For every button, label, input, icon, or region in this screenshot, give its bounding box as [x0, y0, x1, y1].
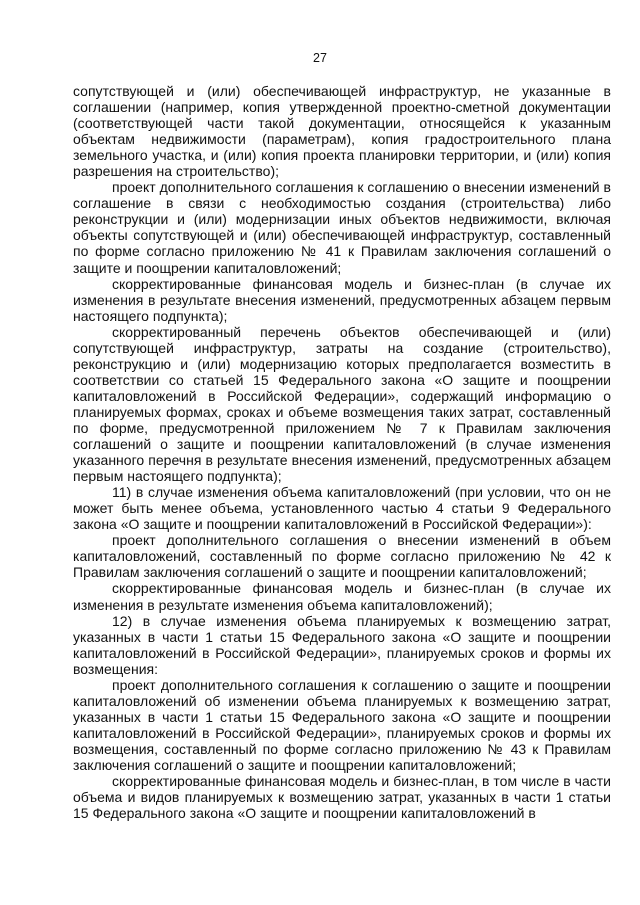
- paragraph: проект дополнительного соглашения о внесении изменений в объем капиталовложений, составленный по форме согласно приложению № 42 к Правилам заключения соглашений о защите и поощрении капиталовложений;: [73, 532, 611, 581]
- paragraph: скорректированные финансовая модель и бизнес-план (в случае их изменения в результате изменения объема капиталовложений);: [73, 580, 611, 613]
- paragraph-continuation: сопутствующей и (или) обеспечивающей инфраструктур, не указанные в соглашении (например, копия утвержденной проектно-сметной документации (соответствующей части такой документации, относящейся к указанным объектам недвижимости (параметрам), копия градостроительного плана земельного участка, и (или) копия проекта планировки территории, и (или) копия разрешения на строительство);: [73, 83, 611, 180]
- paragraph: скорректированные финансовая модель и бизнес-план, в том числе в части объема и видов планируемых к возмещению затрат, указанных в части 1 статьи 15 Федерального закона «О защите и поощрении капиталовложений в: [73, 773, 611, 822]
- page-number: 27: [313, 51, 327, 65]
- paragraph: 12) в случае изменения объема планируемых к возмещению затрат, указанных в части 1 статьи 15 Федерального закона «О защите и поощрении капиталовложений в Российской Федерации», планируемых сроков и формы их возмещения:: [73, 612, 611, 677]
- paragraph: проект дополнительного соглашения к соглашению о внесении изменений в соглашение в связи с необходимостью создания (строительства) либо реконструкции и (или) модернизации иных объектов недвижимости, включая объекты сопутствующей и (или) обеспечивающей инфраструктур, составленный по форме согласно приложению № 41 к Правилам заключения соглашений о защите и поощрении капиталовложений;: [73, 179, 611, 276]
- paragraph: скорректированный перечень объектов обеспечивающей и (или) сопутствующей инфраструктур, затраты на создание (строительство), реконструкцию и (или) модернизацию которых предполагается возместить в соответствии со статьей 15 Федерального закона «О защите и поощрении капиталовложений в Российской Федерации», содержащий информацию о планируемых формах, сроках и объеме возмещения таких затрат, составленный по форме, предусмотренной приложением № 7 к Правилам заключения соглашений о защите и поощрении капиталовложений (в случае изменения указанного перечня в результате внесения изменений, предусмотренных абзацем первым настоящего подпункта);: [73, 323, 611, 485]
- document-body: [73, 83, 611, 821]
- paragraph: 11) в случае изменения объема капиталовложений (при условии, что он не может быть менее объема, установленного частью 4 статьи 9 Федерального закона «О защите и поощрении капиталовложений в Российской Федерации»):: [73, 484, 611, 533]
- paragraph: скорректированные финансовая модель и бизнес-план (в случае их изменения в результате внесения изменений, предусмотренных абзацем первым настоящего подпункта);: [73, 275, 611, 324]
- paragraph: проект дополнительного соглашения к соглашению о защите и поощрении капиталовложений об изменении объема планируемых к возмещению затрат, указанных в части 1 статьи 15 Федерального закона «О защите и поощрении капиталовложений в Российской Федерации», планируемых сроков и формы их возмещения, составленный по форме согласно приложению № 43 к Правилам заключения соглашений о защите и поощрении капиталовложений;: [73, 676, 611, 773]
